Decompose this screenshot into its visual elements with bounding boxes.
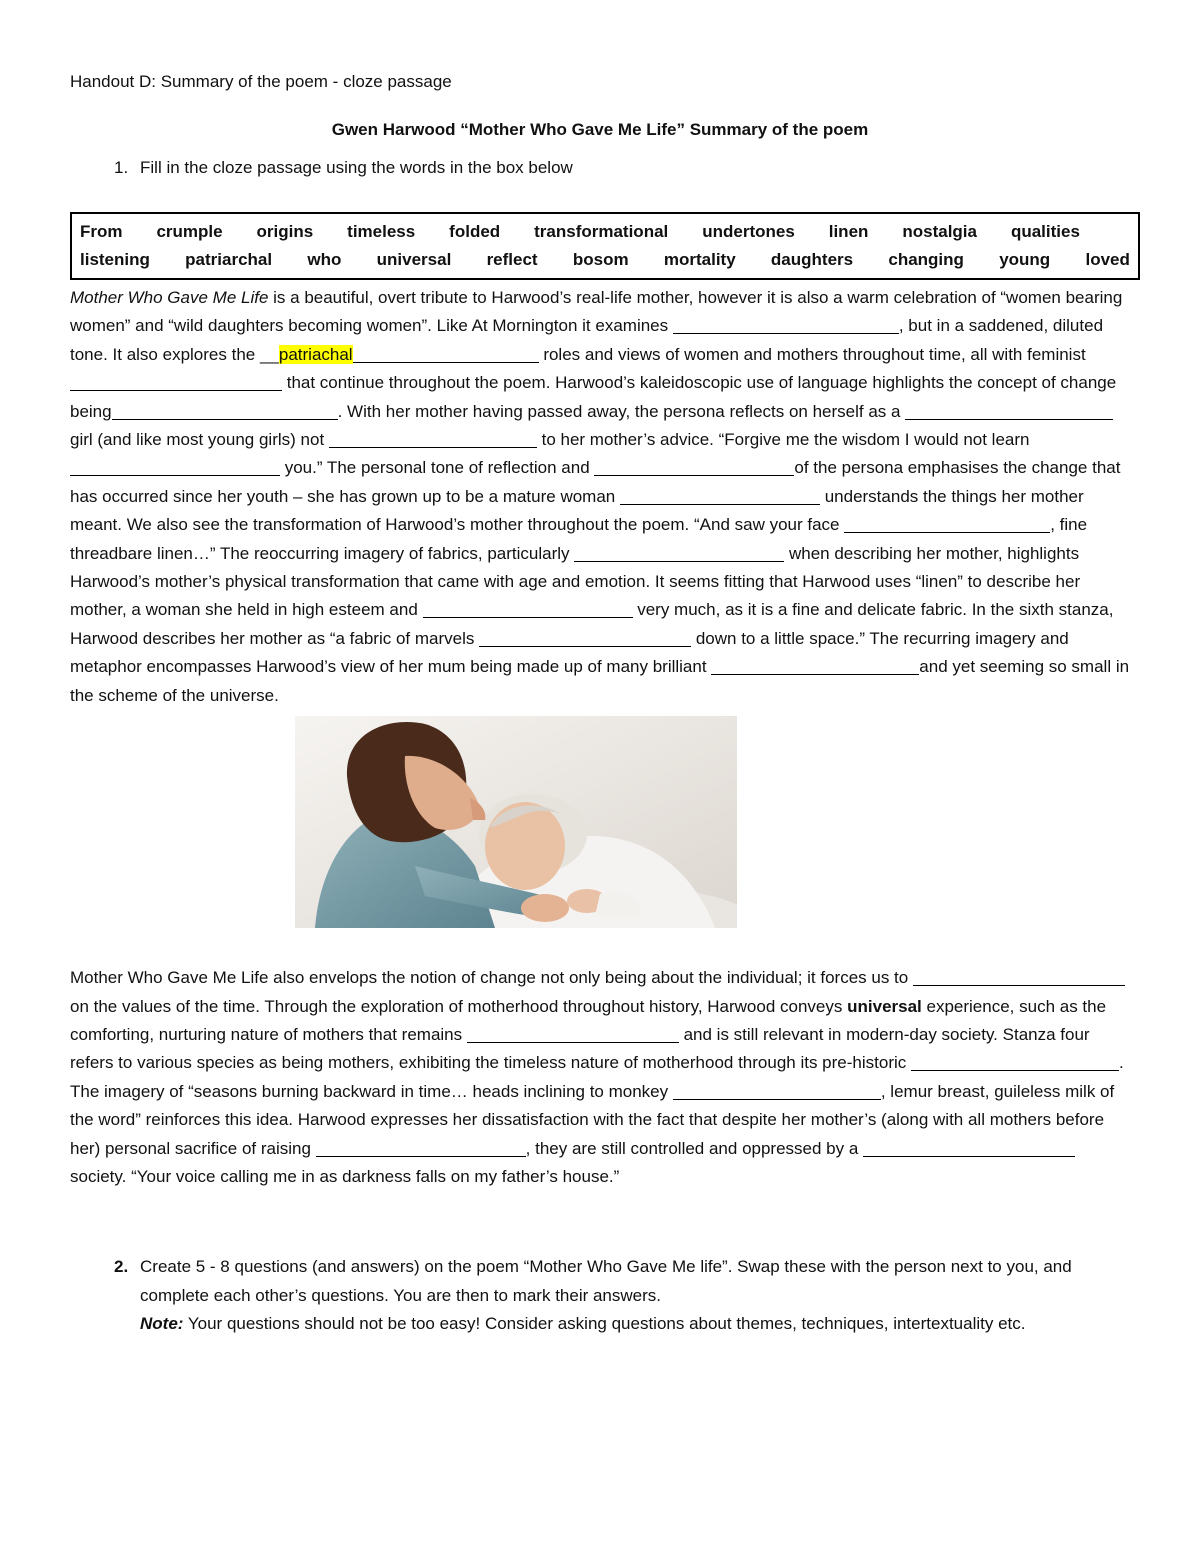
cloze-blank[interactable] <box>112 401 338 420</box>
word-bank-word: folded <box>449 222 501 241</box>
question-1-number: 1. <box>114 158 129 177</box>
note-text: Your questions should not be too easy! Consider asking questions about themes, techniques, intertextuality etc. <box>183 1314 1026 1334</box>
cloze-blank[interactable] <box>353 344 539 363</box>
passage-text: understands the things her mother meant. We also see the transformation of Harwood’s mother throughout the poem. “And saw your face <box>70 486 1084 535</box>
word-bank-word: nostalgia <box>902 222 977 241</box>
word-bank-row-1 <box>80 218 1130 246</box>
question-2 <box>70 1253 1130 1338</box>
word-bank-word: reflect <box>486 250 538 269</box>
cloze-blank[interactable] <box>574 543 784 562</box>
cloze-blank[interactable] <box>620 486 820 505</box>
cloze-blank[interactable] <box>911 1052 1119 1071</box>
cloze-blank[interactable] <box>70 457 280 476</box>
passage-text: roles and views of women and mothers throughout time, all with feminist <box>538 344 1086 364</box>
word-bank-word: listening <box>80 250 150 269</box>
document-page <box>70 72 1130 1339</box>
passage-text: you.” The personal tone of reflection and <box>280 458 595 478</box>
cloze-blank[interactable] <box>673 315 899 334</box>
cloze-passage-1 <box>70 284 1130 710</box>
word-bank-word: universal <box>376 250 452 269</box>
passage-text: is a beautiful, overt tribute to Harwood’s real-life mother, however it is also a warm celebration of “women bearing women” and “wild daughters becoming women”. Like At Mornington it examines <box>70 288 1123 336</box>
passage-text: and yet seeming so small in the scheme of the universe. <box>70 657 1130 705</box>
passage-text: , fine threadbare linen…” The reoccurring imagery of fabrics, particularly <box>70 515 1088 563</box>
word-bank-word: origins <box>256 222 314 241</box>
word-bank-word: mortality <box>663 250 736 269</box>
word-bank-word: crumple <box>156 222 223 241</box>
passage-text: of the persona emphasises the change that has occurred since her youth – she has grown up to be a mature woman <box>70 458 1121 506</box>
question-2-number: 2. <box>114 1257 129 1277</box>
passage-text: that continue throughout the poem. Harwood’s kaleidoscopic use of language highlights the concept of change being <box>70 373 1117 421</box>
word-bank-word: From <box>80 222 123 241</box>
passage-text: to her mother’s advice. “Forgive me the wisdom I would not learn <box>536 430 1030 450</box>
blank-underscore: __ <box>259 344 279 364</box>
passage-text: girl (and like most young girls) not <box>70 430 329 450</box>
question-1 <box>70 158 1130 178</box>
word-bank-row-2 <box>80 246 1130 274</box>
passage-text: when describing her mother, highlights Harwood’s mother’s physical transformation that came with age and emotion. It seems fitting that Harwood uses “linen” to describe her mother, a woman she held in high esteem and <box>70 543 1081 620</box>
word-bank-word: young <box>999 250 1051 269</box>
passage-text: , but in a saddened, diluted tone. It also explores the <box>70 316 1104 364</box>
passage-text: down to a little space.” The recurring imagery and metaphor encompasses Harwood’s view of her mum being made up of many brilliant <box>70 628 1069 677</box>
question-2-body <box>140 1253 1130 1338</box>
passage-text: society. “Your voice calling me in as darkness falls on my father’s house.” <box>70 1166 620 1186</box>
word-bank-word: transformational <box>534 222 669 241</box>
passage-text: . With her mother having passed away, the persona reflects on herself as a <box>337 401 906 421</box>
cloze-blank[interactable] <box>316 1138 526 1157</box>
cloze-blank[interactable] <box>673 1081 881 1100</box>
cloze-blank[interactable] <box>844 514 1050 533</box>
word-bank-word: undertones <box>702 222 795 241</box>
cloze-blank[interactable] <box>905 401 1113 420</box>
bold-word: universal <box>847 996 922 1016</box>
passage-text: on the values of the time. Through the exploration of motherhood throughout history, Harwood conveys <box>70 996 848 1016</box>
cloze-blank[interactable] <box>423 599 633 618</box>
passage-text: and is still relevant in modern-day society. Stanza four refers to various species as being mothers, exhibiting the timeless nature of motherhood through its pre-historic <box>70 1024 1090 1073</box>
cloze-blank[interactable] <box>594 457 794 476</box>
word-bank-word: bosom <box>572 250 629 269</box>
note-label: Note: <box>140 1314 184 1334</box>
word-bank-word: who <box>307 250 342 269</box>
passage-text: experience, such as the comforting, nurturing nature of mothers that remains <box>70 996 1107 1044</box>
mother-daughter-photo <box>295 716 737 928</box>
cloze-passage-2 <box>70 964 1130 1191</box>
cloze-blank[interactable] <box>711 656 919 675</box>
cloze-blank[interactable] <box>329 429 537 448</box>
question-2-text: Create 5 - 8 questions (and answers) on the poem “Mother Who Gave Me life”. Swap these with the person next to you, and complete each other’s questions. You are then to mark their answers. <box>140 1257 1072 1305</box>
filled-answer-highlight: patriachal <box>278 344 353 364</box>
cloze-blank[interactable] <box>863 1138 1075 1157</box>
passage-text: . The imagery of “seasons burning backward in time… heads inclining to monkey <box>70 1053 1124 1101</box>
cloze-blank[interactable] <box>479 628 691 647</box>
word-bank-word: linen <box>828 222 869 241</box>
handout-label: Handout D: Summary of the poem - cloze passage <box>70 72 452 91</box>
question-1-instruction: Fill in the cloze passage using the words in the box below <box>140 158 573 177</box>
photo-illustration <box>295 716 737 928</box>
passage-text: very much, as it is a fine and delicate fabric. In the sixth stanza, Harwood describes her mother as “a fabric of marvels <box>70 600 1114 648</box>
document-title: Gwen Harwood “Mother Who Gave Me Life” Summary of the poem <box>331 120 869 139</box>
poem-title-italic: Mother Who Gave Me Life <box>70 288 269 307</box>
word-bank-word: daughters <box>770 250 854 269</box>
word-bank-word: loved <box>1085 250 1130 269</box>
word-bank-word: qualities <box>1010 222 1080 241</box>
word-bank-word: timeless <box>347 222 416 241</box>
passage-text: , lemur breast, guileless milk of the word” reinforces this idea. Harwood expresses her dissatisfaction with the fact that despite her mother’s (along with all mothers before her) personal sacrifice of raising <box>70 1081 1115 1158</box>
passage-text: Mother Who Gave Me Life also envelops the notion of change not only being about the individual; it forces us to <box>70 968 913 988</box>
cloze-blank[interactable] <box>913 967 1125 986</box>
cloze-blank[interactable] <box>70 372 282 391</box>
passage-text: , they are still controlled and oppressed by a <box>525 1138 864 1158</box>
cloze-blank[interactable] <box>467 1024 679 1043</box>
word-bank-box <box>70 212 1140 280</box>
word-bank-word: changing <box>888 250 964 269</box>
word-bank-word: patriarchal <box>185 250 273 269</box>
